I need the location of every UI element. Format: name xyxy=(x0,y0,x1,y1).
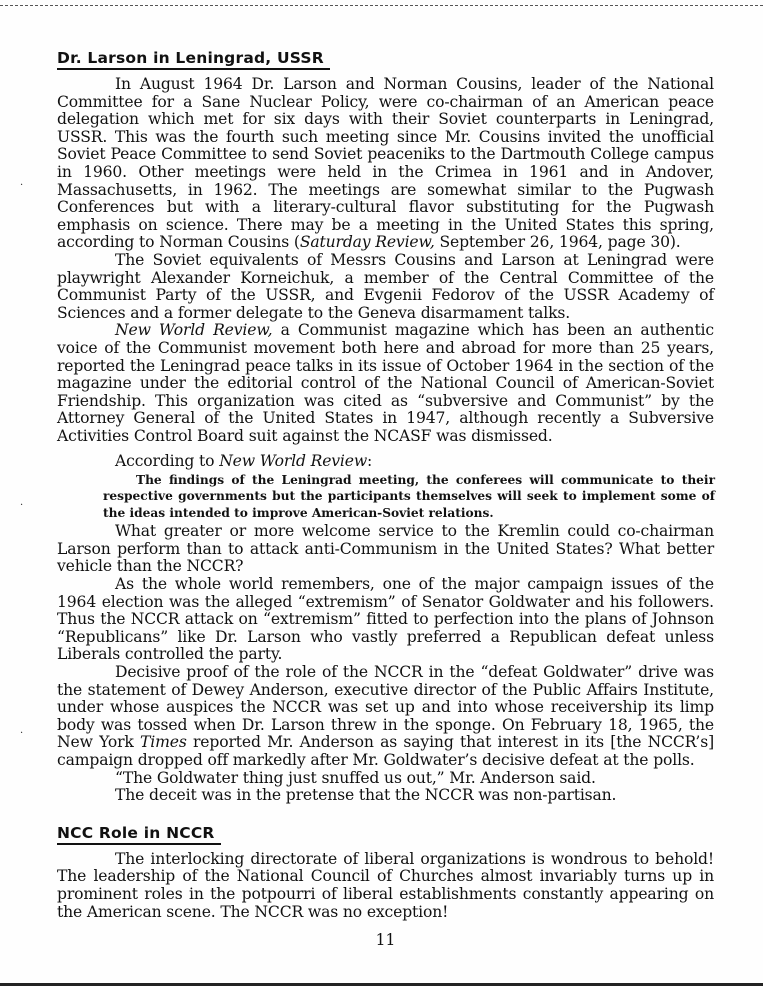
paragraph xyxy=(57,664,714,770)
paragraph xyxy=(57,453,714,471)
section-ncc-role xyxy=(57,823,714,921)
paragraph: “The Goldwater thing just snuffed us out,” Mr. Anderson said. xyxy=(115,768,596,787)
margin-speck: · xyxy=(20,728,24,739)
paragraph-text: reported Mr. Anderson as saying that interest in its [the NCCR’s] campaign dropped off markedly after Mr. Goldwater’s decisive defeat at the polls. xyxy=(57,733,715,769)
publication-title: New World Review xyxy=(219,452,368,471)
section-larson-leningrad xyxy=(57,48,714,805)
paragraph xyxy=(57,322,714,445)
block-quote: The findings of the Leningrad meeting, the conferees will communicate to their respective governments but the participants themselves will seek to implement some of the ideas intended to improve American-Soviet relations. xyxy=(103,473,715,520)
paragraph-text: In August 1964 Dr. Larson and Norman Cousins, leader of the National Committee for a Sane Nuclear Policy, were co-chairman of an American peace delegation which met for six days with their Soviet counterparts in Leningrad, USSR. This was the fourth such meeting since Mr. Cousins invited the unofficial Soviet Peace Committee to send Soviet peaceniks to the Dartmouth College campus in 1960. Other meetings were held in the Crimea in 1961 and in Andover, Massachusetts, in 1962. The meetings are somewhat similar to the Pugwash Conferences but with a literary-cultural flavor substituting for the Pugwash emphasis on science. There may be a meeting in the United States this spring, according to Norman Cousins ( xyxy=(57,75,714,252)
section-heading: Dr. Larson in Leningrad, USSR xyxy=(57,49,330,70)
paragraph-text: : xyxy=(367,452,373,471)
paragraph: The deceit was in the pretense that the NCCR was non-partisan. xyxy=(115,786,617,805)
paragraph: The interlocking directorate of liberal organizations is wondrous to behold! The leadership of the National Council of Churches almost invariably turns up in prominent roles in the potpourri of liberal establishments constantly appearing on the American scene. The NCCR was no exception! xyxy=(57,849,714,921)
paragraph: The Soviet equivalents of Messrs Cousins and Larson at Leningrad were playwright Alexander Korneichuk, a member of the Central Committee of the Communist Party of the USSR, and Evgenii Fedorov of the USSR Academy of Sciences and a former delegate to the Geneva disarmament talks. xyxy=(57,250,714,322)
margin-speck: · xyxy=(20,180,24,191)
paragraph-text: According to xyxy=(115,452,220,471)
page-number: 11 xyxy=(375,931,396,950)
page-top-edge xyxy=(0,5,763,6)
paragraph-text: Decisive proof of the role of the NCCR in the “defeat Goldwater” drive was the statement of Dewey Anderson, executive director of the Public Affairs Institute, under whose auspices the NCCR was set up and into whose receivership its limp body was tossed when Dr. Larson threw in the sponge. On February 18, 1965, the New York xyxy=(57,663,714,752)
page-bottom-edge xyxy=(0,983,763,986)
page-content xyxy=(57,48,714,949)
paragraph-text: a Communist magazine which has been an authentic voice of the Communist movement both here and abroad for more than 25 years, reported the Leningrad peace talks in its issue of October 1964 in the section of the magazine under the editorial control of the National Council of American-Soviet Friendship. This organization was cited as “subversive and Communist” by the Attorney General of the United States in 1947, although recently a Subversive Activities Control Board suit against the NCASF was dismissed. xyxy=(57,321,714,445)
paragraph: What greater or more welcome service to the Kremlin could co-chairman Larson perform than to attack anti-Communism in the United States? What better vehicle than the NCCR? xyxy=(57,522,714,576)
margin-speck: · xyxy=(20,500,24,511)
publication-title: Saturday Review, xyxy=(299,233,435,252)
publication-title: New World Review, xyxy=(115,321,273,340)
paragraph-text: September 26, 1964, page 30). xyxy=(434,233,681,252)
section-heading: NCC Role in NCCR xyxy=(57,824,221,845)
paragraph xyxy=(57,76,714,252)
publication-title: Times xyxy=(140,733,187,752)
paragraph: As the whole world remembers, one of the major campaign issues of the 1964 election was the alleged “extremism” of Senator Goldwater and his followers. Thus the NCCR attack on “extremism” fitted to perfection into the plans of Johnson “Republicans” like Dr. Larson who vastly preferred a Republican defeat unless Liberals controlled the party. xyxy=(57,575,714,664)
